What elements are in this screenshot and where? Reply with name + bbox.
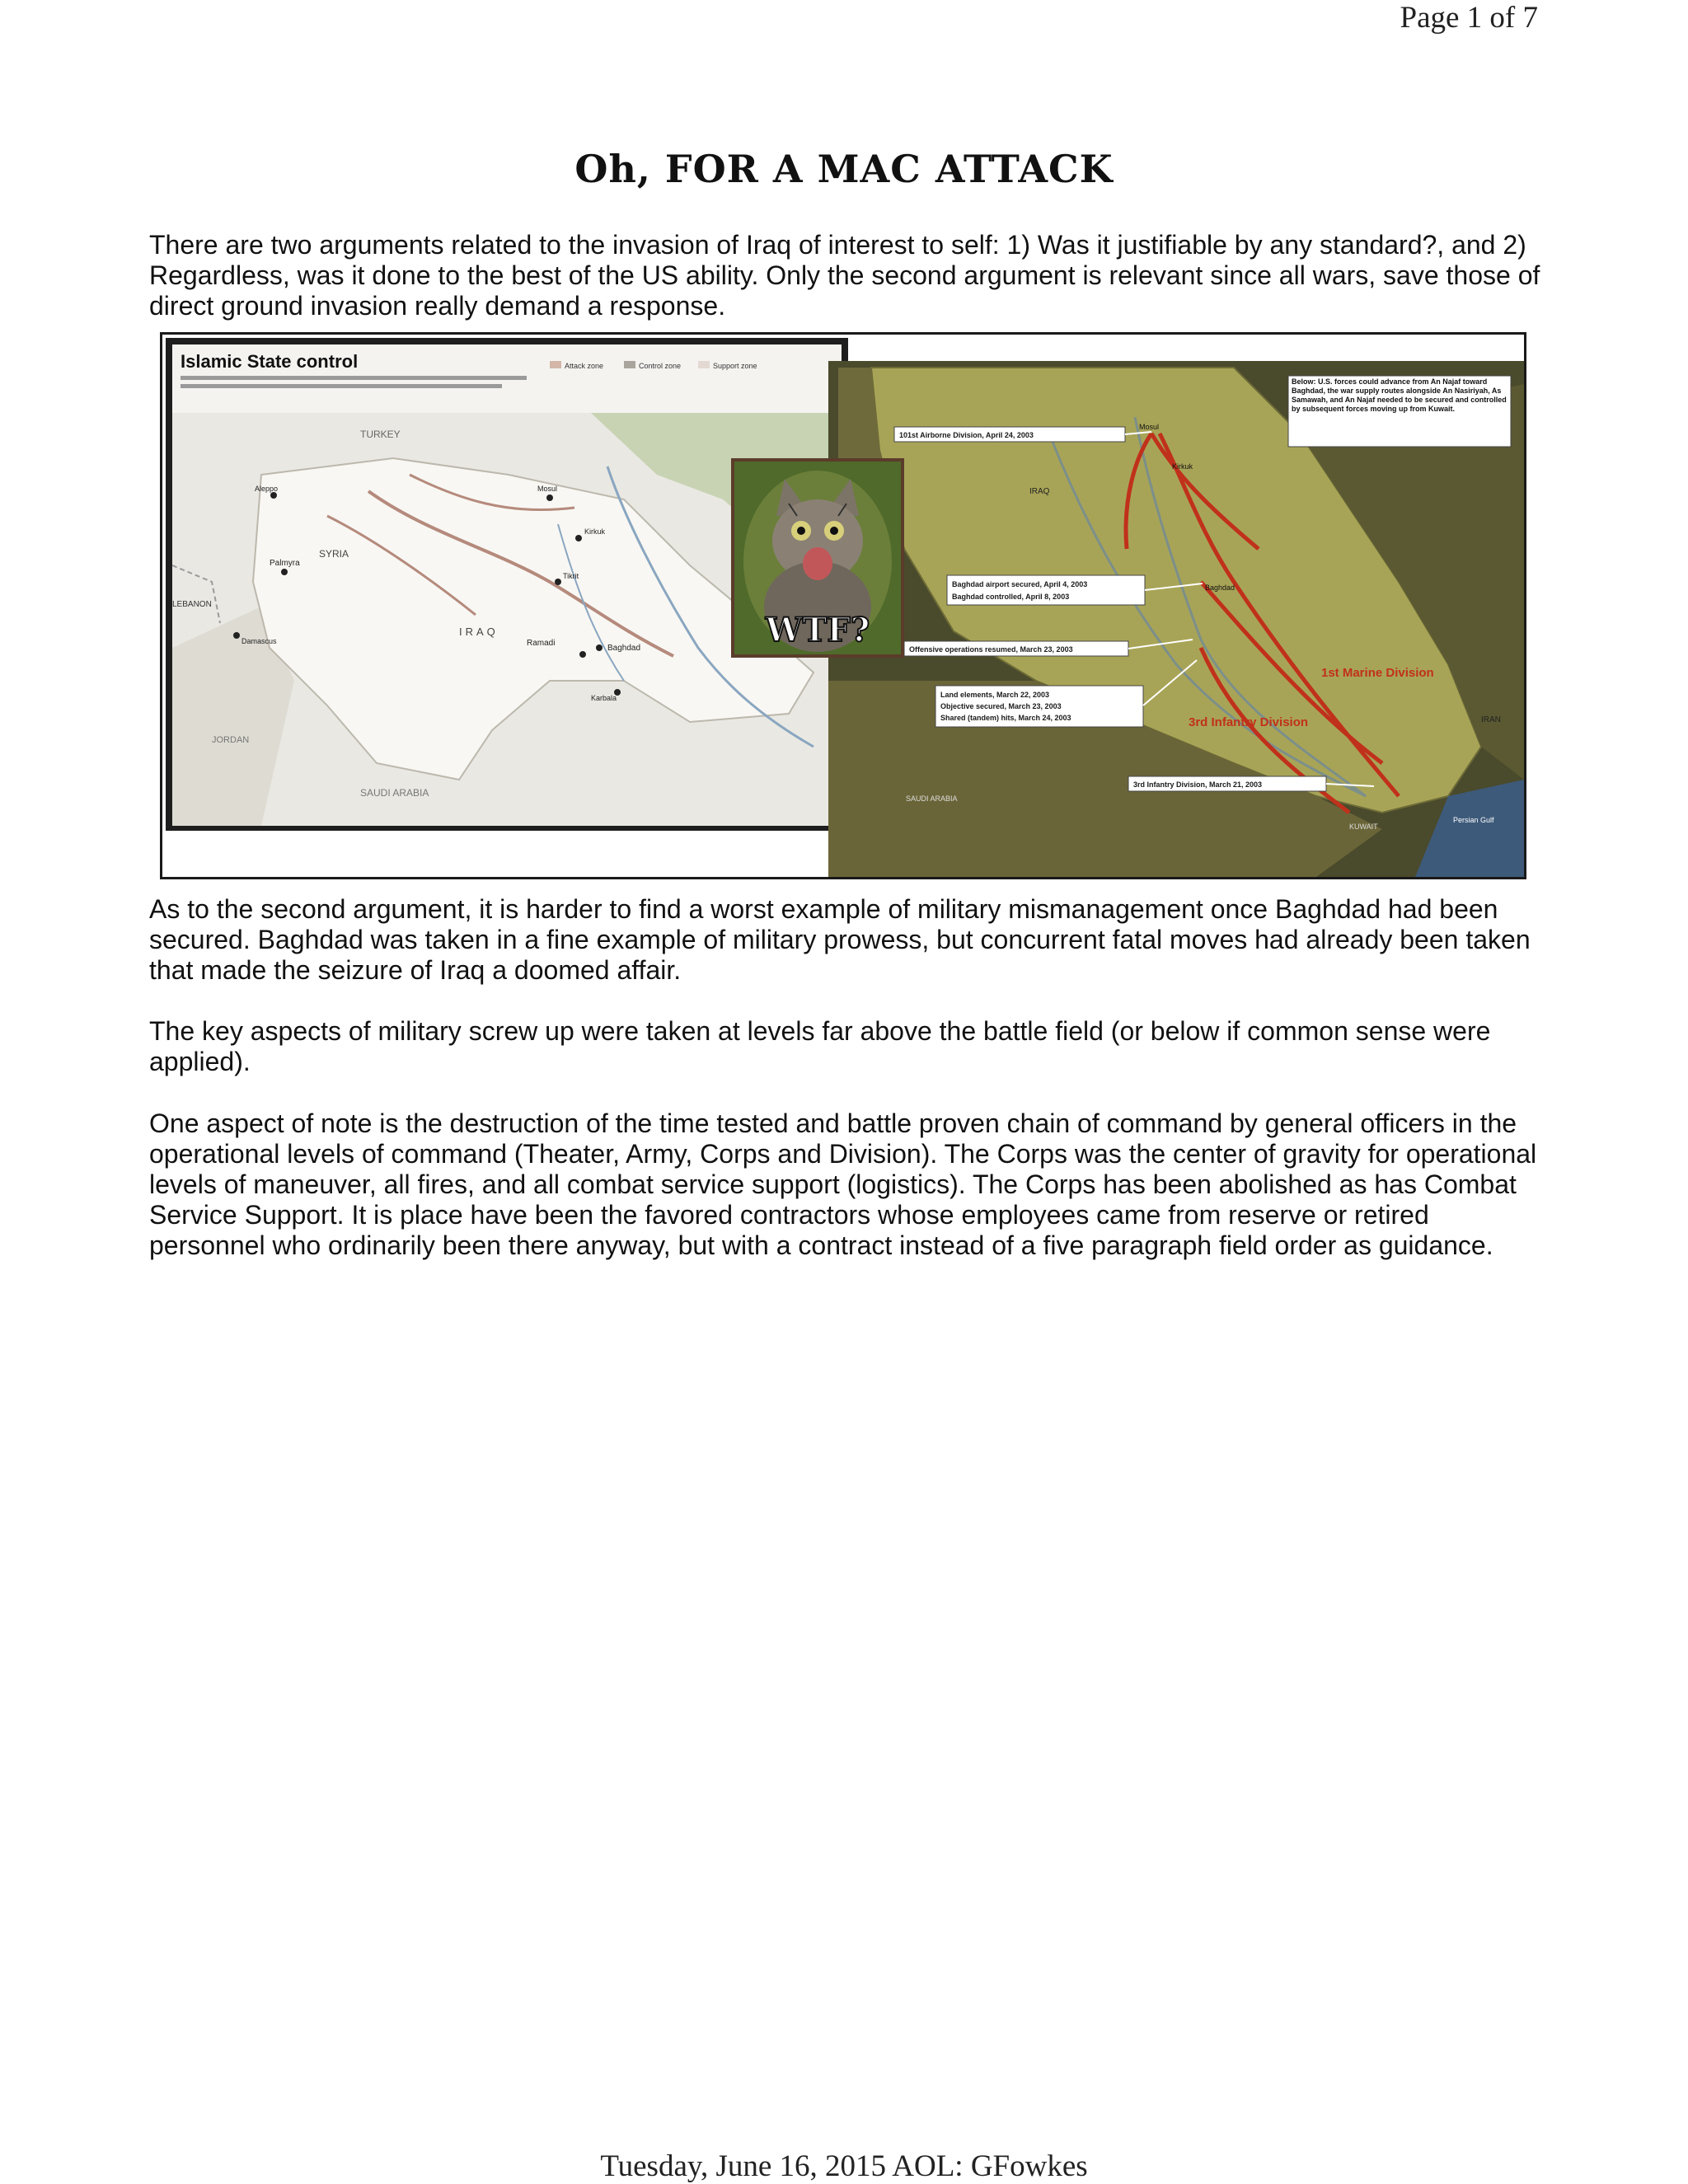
- city-palmyra: Palmyra: [270, 559, 300, 568]
- rmap-iran: IRAN: [1481, 715, 1501, 724]
- label-turkey: TURKEY: [360, 429, 401, 440]
- invasion-route-map: [828, 353, 1524, 877]
- map-title: Islamic State control: [181, 351, 359, 372]
- city-baghdad: Baghdad: [607, 644, 641, 653]
- figure-composite-image: [160, 332, 1526, 879]
- rmap-kuwait: KUWAIT: [1349, 823, 1378, 831]
- legend-support-zone: Support zone: [713, 362, 757, 370]
- callout-baghdad-controlled: Baghdad controlled, April 8, 2003: [952, 593, 1070, 601]
- label-iraq: IRAQ: [459, 626, 499, 638]
- label-lebanon: LEBANON: [172, 600, 212, 609]
- legend-attack-zone: Attack zone: [565, 362, 604, 370]
- label-saudi-arabia: SAUDI ARABIA: [360, 787, 429, 799]
- callout-offensive-resumed: Offensive operations resumed, March 23, 2003: [909, 645, 1073, 654]
- meme-caption: WTF?: [765, 611, 870, 649]
- figure-svg: [162, 335, 1524, 877]
- rmap-baghdad: Baghdad: [1205, 583, 1236, 592]
- label-3rd-infantry-division: 3rd Infantry Division: [1189, 715, 1309, 729]
- legend-control-zone: Control zone: [639, 362, 682, 370]
- label-jordan: JORDAN: [212, 735, 250, 745]
- paragraph-chain-of-command: One aspect of note is the destruction of the time tested and battle proven chain of command by general officers in the operational levels of command (Theater, Army, Corps and Division). The Corps was the center of gravity for operational levels of maneuver, all fires, and all combat service support (logistics). The Corps has been abolished as has Combat Service Support. It is place have been the favored contractors whose employees came from reserve or retired personnel who ordinarily been there anyway, but with a contract instead of a five paragraph field order as guidance.: [149, 1108, 1537, 1260]
- paragraph-second-argument: As to the second argument, it is harder to find a worst example of military mismanagement once Baghdad had been secured. Baghdad was taken in a fine example of military prowess, but concurrent fatal moves had already been taken that made the seizure of Iraq a doomed affair.: [149, 894, 1531, 985]
- rmap-mosul: Mosul: [1139, 423, 1160, 431]
- paragraph-intro: There are two arguments related to the invasion of Iraq of interest to self: 1) Was it justifiable by any standard?, and 2) Regardless, was it done to the best of the US ability. Only the second argument is relevant since all wars, save those of direct ground invasion really demand a response.: [149, 230, 1540, 321]
- callout-land-elements: Land elements, March 22, 2003: [940, 691, 1050, 699]
- callout-objective-secured: Objective secured, March 23, 2003: [940, 702, 1062, 710]
- city-tikrit: Tikrit: [563, 572, 579, 580]
- callout-101st-airborne: 101st Airborne Division, April 24, 2003: [899, 431, 1034, 439]
- city-karbala: Karbala: [591, 694, 617, 702]
- rmap-saudi-arabia: SAUDI ARABIA: [906, 794, 958, 803]
- callout-baghdad-airport: Baghdad airport secured, April 4, 2003: [952, 580, 1088, 588]
- rmap-iraq: IRAQ: [1029, 487, 1050, 496]
- callout-shared-hits: Shared (tandem) hits, March 24, 2003: [940, 714, 1071, 722]
- city-damascus: Damascus: [241, 637, 277, 645]
- city-mosul: Mosul: [537, 485, 558, 493]
- city-kirkuk: Kirkuk: [584, 527, 606, 536]
- document-title: Oh, FOR A MAC ATTACK: [574, 147, 1114, 191]
- page-number: Page 1 of 7: [1400, 1, 1538, 35]
- paragraph-key-aspects: The key aspects of military screw up were taken at levels far above the battle field (or below if common sense were applied).: [149, 1016, 1491, 1076]
- city-ramadi: Ramadi: [527, 639, 556, 648]
- rmap-turkey: TURKEY: [861, 353, 895, 362]
- label-1st-marine-division: 1st Marine Division: [1321, 666, 1434, 680]
- rmap-kirkuk: Kirkuk: [1172, 462, 1193, 471]
- rmap-persian-gulf: Persian Gulf: [1453, 816, 1494, 824]
- callout-3rd-infantry-date: 3rd Infantry Division, March 21, 2003: [1133, 780, 1263, 789]
- label-syria: SYRIA: [319, 548, 349, 560]
- callout-najaf-note: Below: U.S. forces could advance from An Najaf toward Baghdad, the war supply routes alongside An Nasiriyah, As Samawah, and An Najaf needed to be secured and controlled by subsequent forces moving up from Kuwait.: [1292, 377, 1507, 413]
- page-footer: Tuesday, June 16, 2015 AOL: GFowkes: [600, 2149, 1088, 2183]
- city-aleppo: Aleppo: [255, 485, 279, 493]
- meme-cat-image: [731, 458, 904, 658]
